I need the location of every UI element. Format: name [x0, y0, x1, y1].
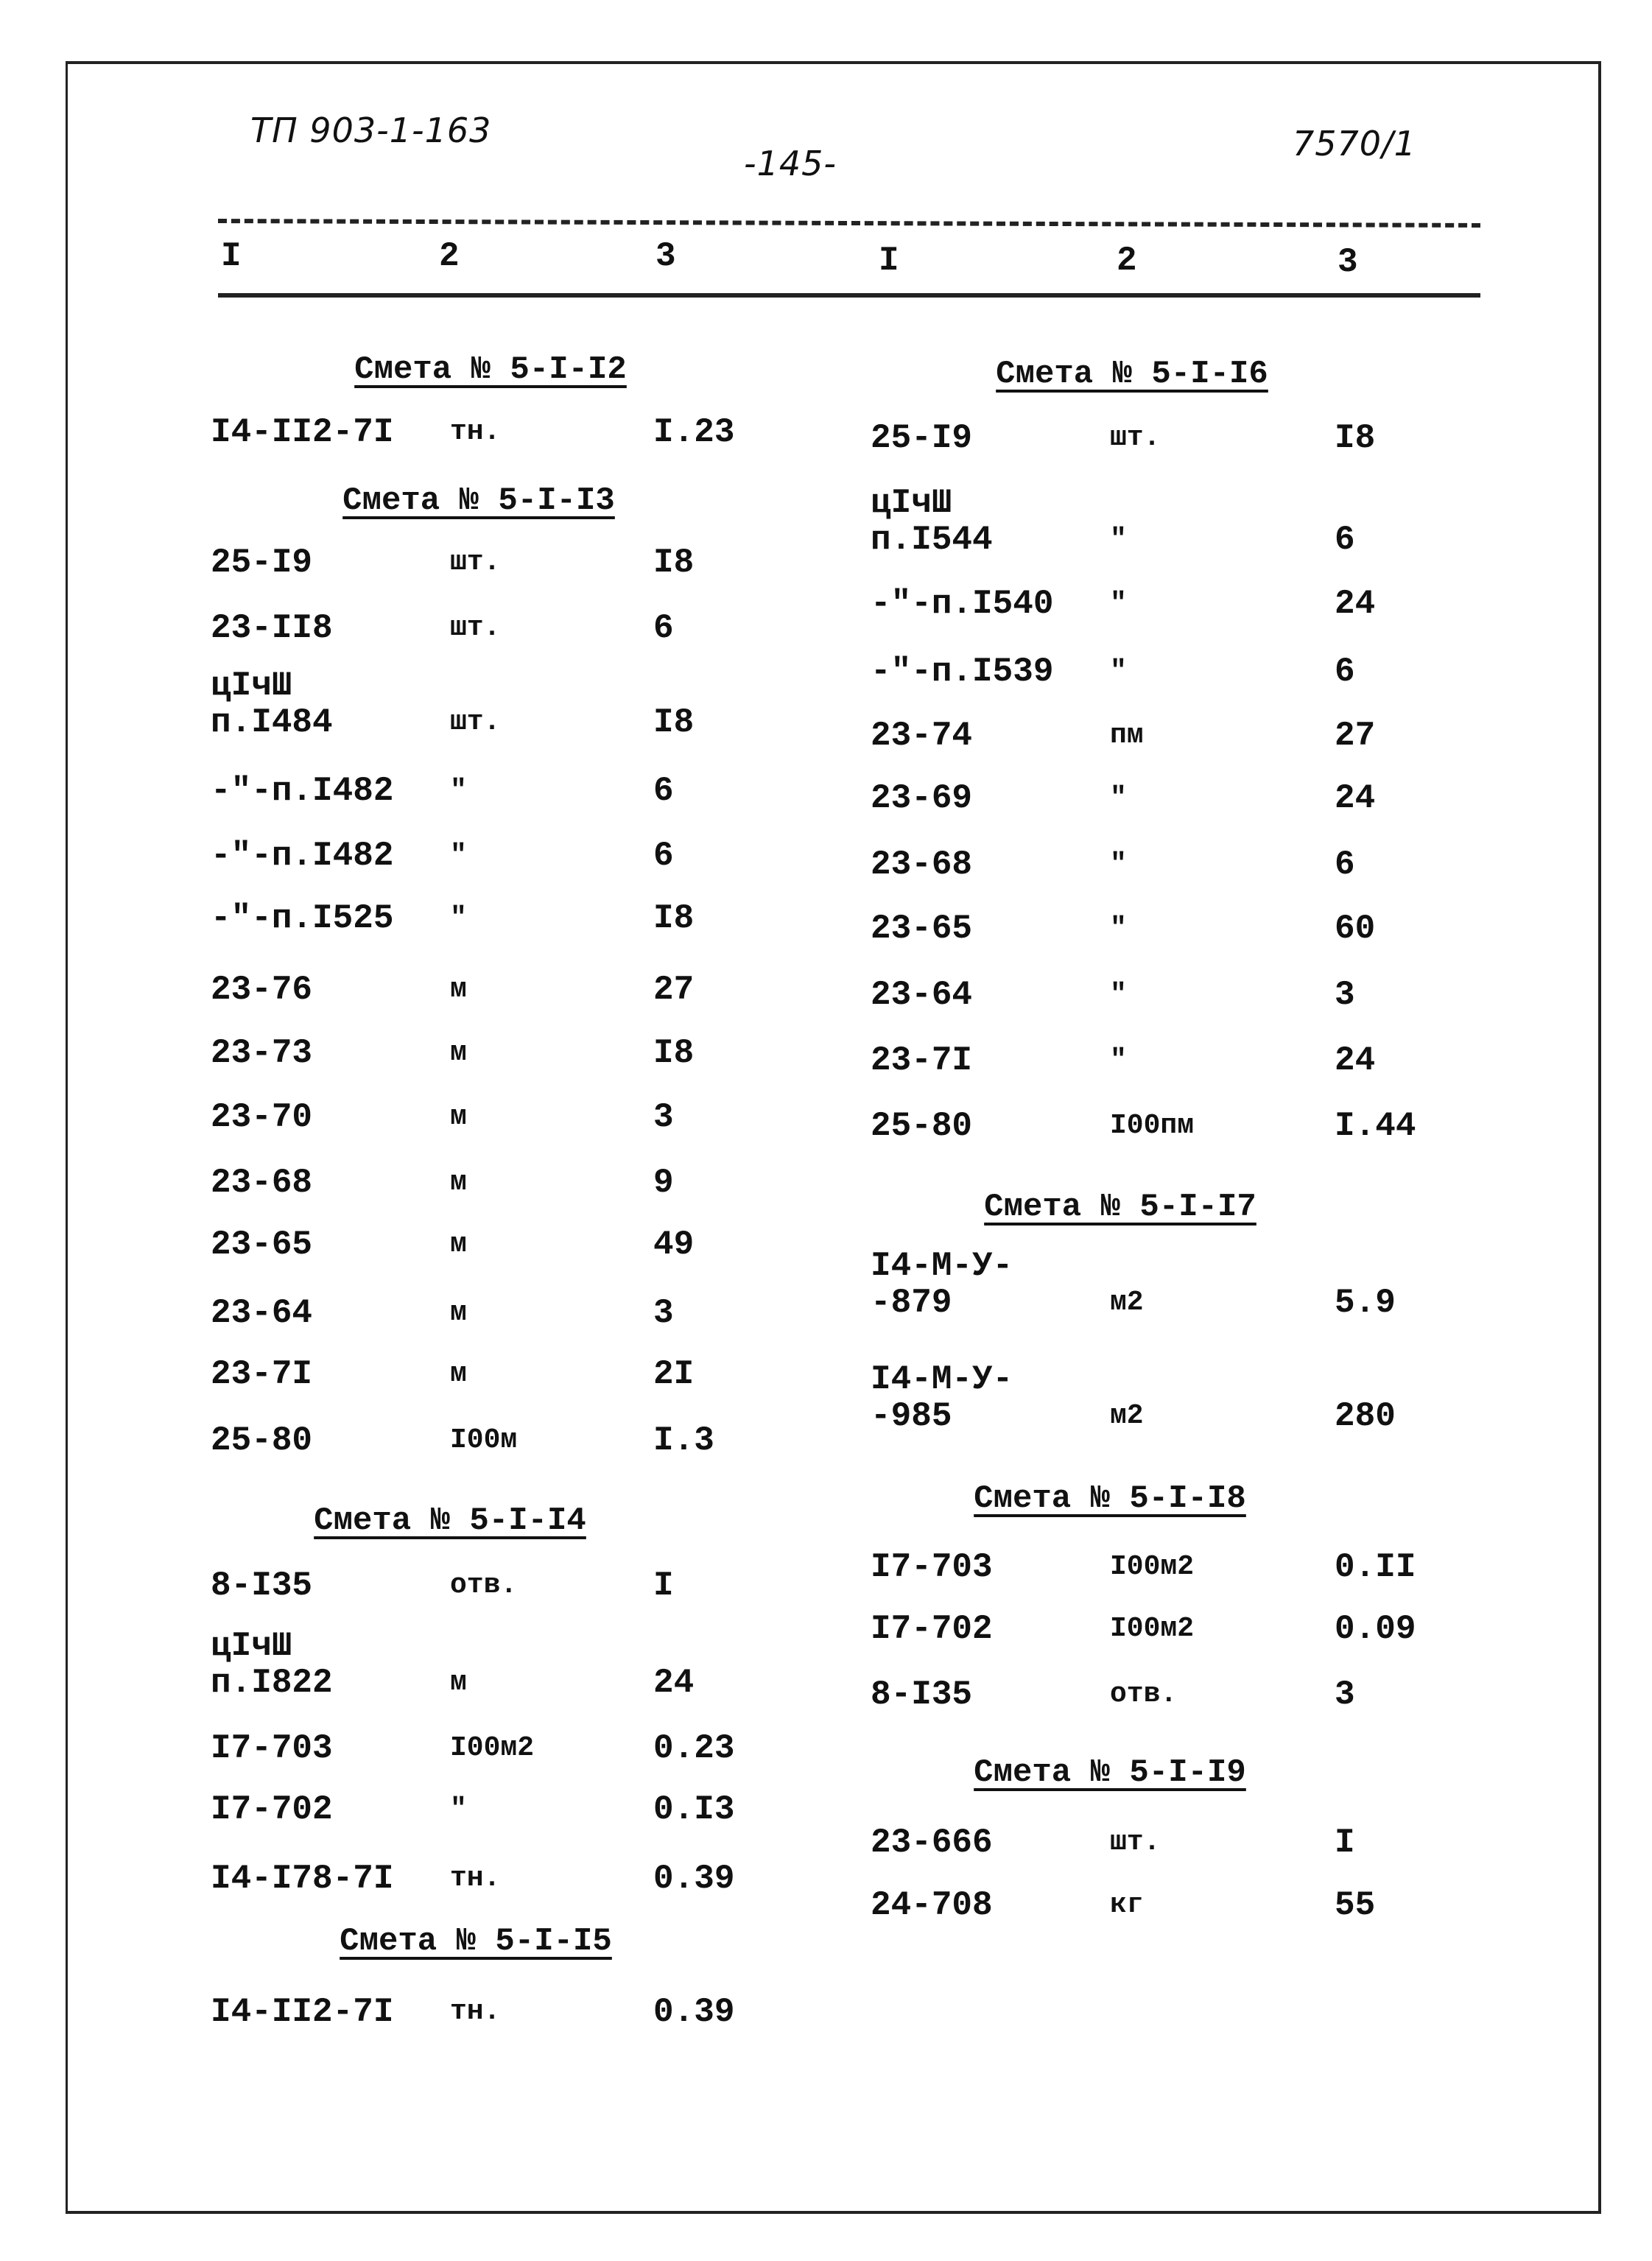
row-qty: 6 [653, 837, 674, 875]
row-unit: " [1110, 979, 1127, 1010]
row-qty: I.23 [653, 413, 735, 451]
row-qty: I8 [653, 1034, 695, 1072]
row-qty: I8 [653, 899, 695, 938]
row-qty: I8 [653, 544, 695, 582]
row-code: 25-I9 [871, 419, 973, 457]
row-qty: 2I [653, 1355, 695, 1393]
row-unit: шт. [450, 706, 501, 738]
row-qty: I [1335, 1824, 1355, 1862]
column-header: I [221, 237, 242, 275]
column-header: 3 [1338, 243, 1358, 281]
row-code: 23-73 [211, 1034, 313, 1072]
row-unit: " [450, 775, 467, 806]
row-code: I4-II2-7I [211, 413, 394, 451]
row-qty: 24 [1335, 779, 1376, 817]
row-unit: шт. [450, 546, 501, 578]
row-code: I7-703 [871, 1548, 993, 1586]
row-qty: 60 [1335, 910, 1376, 948]
row-qty: 27 [653, 971, 695, 1009]
row-code: I4-II2-7I [211, 1993, 394, 2031]
row-code: 23-666 [871, 1824, 993, 1862]
row-code: 25-80 [871, 1107, 973, 1145]
row-unit: " [1110, 848, 1127, 880]
row-unit: шт. [1110, 422, 1161, 454]
row-unit: м [450, 1101, 467, 1133]
row-unit: тн. [450, 416, 501, 448]
row-unit: " [1110, 913, 1127, 944]
page-number: -145- [744, 144, 837, 183]
row-code: -"-п.I539 [871, 653, 1054, 691]
row-unit: тн. [450, 1996, 501, 2028]
row-unit: " [1110, 655, 1127, 687]
row-unit: " [450, 902, 467, 934]
row-qty: 24 [1335, 1041, 1376, 1080]
row-qty: 6 [1335, 845, 1355, 884]
estimate-heading: Смета № 5-I-I9 [974, 1754, 1246, 1791]
row-qty: 3 [653, 1098, 674, 1136]
row-code: 25-80 [211, 1421, 313, 1460]
row-qty: I [653, 1566, 674, 1605]
row-code: 23-7I [211, 1355, 313, 1393]
row-code: 23-7I [871, 1041, 973, 1080]
row-qty: 0.II [1335, 1548, 1416, 1586]
document-code: ТП 903-1-163 [250, 110, 492, 150]
row-code: 23-65 [211, 1226, 313, 1264]
row-unit: м [450, 1037, 467, 1069]
row-code: I7-703 [211, 1729, 333, 1768]
row-code: 8-I35 [871, 1675, 973, 1714]
row-unit: м [450, 1297, 467, 1329]
row-qty: 55 [1335, 1886, 1376, 1924]
estimate-heading: Смета № 5-I-I4 [314, 1502, 586, 1539]
row-code: I4-I78-7I [211, 1860, 394, 1898]
row-qty: 0.09 [1335, 1610, 1416, 1648]
estimate-heading: Смета № 5-I-I7 [984, 1189, 1256, 1226]
row-qty: 6 [653, 609, 674, 647]
row-code: -"-п.I540 [871, 585, 1054, 623]
row-code: -"-п.I482 [211, 837, 394, 875]
row-code: 23-74 [871, 717, 973, 755]
row-code: I7-702 [871, 1610, 993, 1648]
row-qty: 6 [1335, 653, 1355, 691]
row-unit: отв. [1110, 1678, 1178, 1710]
row-unit: м [450, 1167, 467, 1198]
row-qty: 3 [1335, 976, 1355, 1014]
estimate-heading: Смета № 5-I-I3 [342, 482, 615, 519]
row-code: 24-708 [871, 1886, 993, 1924]
estimate-heading: Смета № 5-I-I2 [354, 351, 627, 388]
row-unit: " [450, 1793, 467, 1825]
row-qty: 24 [653, 1664, 695, 1702]
row-unit: м [450, 974, 467, 1005]
row-code: 23-65 [871, 910, 973, 948]
row-unit: I00м2 [1110, 1551, 1195, 1583]
row-unit: кг [1110, 1889, 1144, 1921]
row-code: 23-76 [211, 971, 313, 1009]
row-unit: I00пм [1110, 1110, 1195, 1142]
row-qty: 0.39 [653, 1993, 735, 2031]
row-code: 25-I9 [211, 544, 313, 582]
row-unit: шт. [450, 612, 501, 644]
row-qty: 0.39 [653, 1860, 735, 1898]
row-unit: м [450, 1667, 467, 1698]
row-unit: I00м2 [1110, 1613, 1195, 1645]
row-code: I4-М-У- -879 [871, 1247, 1013, 1322]
row-unit: пм [1110, 720, 1144, 751]
estimate-heading: Смета № 5-I-I6 [996, 356, 1268, 393]
row-unit: тн. [450, 1863, 501, 1894]
column-header: 3 [655, 237, 676, 275]
row-qty: 3 [653, 1294, 674, 1332]
row-qty: 0.23 [653, 1729, 735, 1768]
row-code: 23-68 [871, 845, 973, 884]
row-qty: 3 [1335, 1675, 1355, 1714]
row-unit: отв. [450, 1569, 518, 1601]
row-qty: I.3 [653, 1421, 714, 1460]
column-header: 2 [1117, 242, 1137, 280]
row-code: I7-702 [211, 1790, 333, 1829]
row-qty: 9 [653, 1164, 674, 1202]
row-code: 23-69 [871, 779, 973, 817]
row-code: 23-64 [871, 976, 973, 1014]
row-qty: 5.9 [1335, 1284, 1396, 1322]
row-code: цIчШ п.I822 [211, 1627, 333, 1702]
row-qty: 0.I3 [653, 1790, 735, 1829]
row-code: цIчШ п.I484 [211, 667, 333, 742]
row-unit: м [450, 1228, 467, 1260]
row-unit: " [1110, 782, 1127, 814]
row-unit: м [450, 1358, 467, 1390]
row-code: 8-I35 [211, 1566, 313, 1605]
row-code: 23-64 [211, 1294, 313, 1332]
row-qty: I8 [1335, 419, 1376, 457]
row-unit: I00м2 [450, 1732, 535, 1764]
row-unit: м2 [1110, 1400, 1144, 1432]
row-code: 23-70 [211, 1098, 313, 1136]
row-code: -"-п.I482 [211, 772, 394, 810]
row-code: 23-II8 [211, 609, 333, 647]
row-qty: I8 [653, 703, 695, 742]
column-header: 2 [439, 237, 460, 275]
row-unit: " [1110, 524, 1127, 555]
row-unit: " [1110, 588, 1127, 619]
row-qty: 49 [653, 1226, 695, 1264]
row-code: 23-68 [211, 1164, 313, 1202]
header-rule [218, 293, 1480, 298]
estimate-heading: Смета № 5-I-I8 [974, 1480, 1246, 1517]
column-header: I [879, 242, 899, 280]
row-unit: I00м [450, 1424, 518, 1456]
row-qty: 6 [1335, 521, 1355, 559]
row-code: I4-М-У- -985 [871, 1360, 1013, 1435]
row-unit: шт. [1110, 1826, 1161, 1858]
row-qty: I.44 [1335, 1107, 1416, 1145]
row-qty: 6 [653, 772, 674, 810]
row-unit: м2 [1110, 1287, 1144, 1318]
row-code: цIчШ п.I544 [871, 484, 993, 559]
row-qty: 27 [1335, 717, 1376, 755]
estimate-heading: Смета № 5-I-I5 [340, 1923, 612, 1960]
row-qty: 280 [1335, 1397, 1396, 1435]
row-unit: " [450, 840, 467, 871]
row-code: -"-п.I525 [211, 899, 394, 938]
sheet-reference: 7570/1 [1293, 124, 1416, 163]
row-unit: " [1110, 1044, 1127, 1076]
row-qty: 24 [1335, 585, 1376, 623]
